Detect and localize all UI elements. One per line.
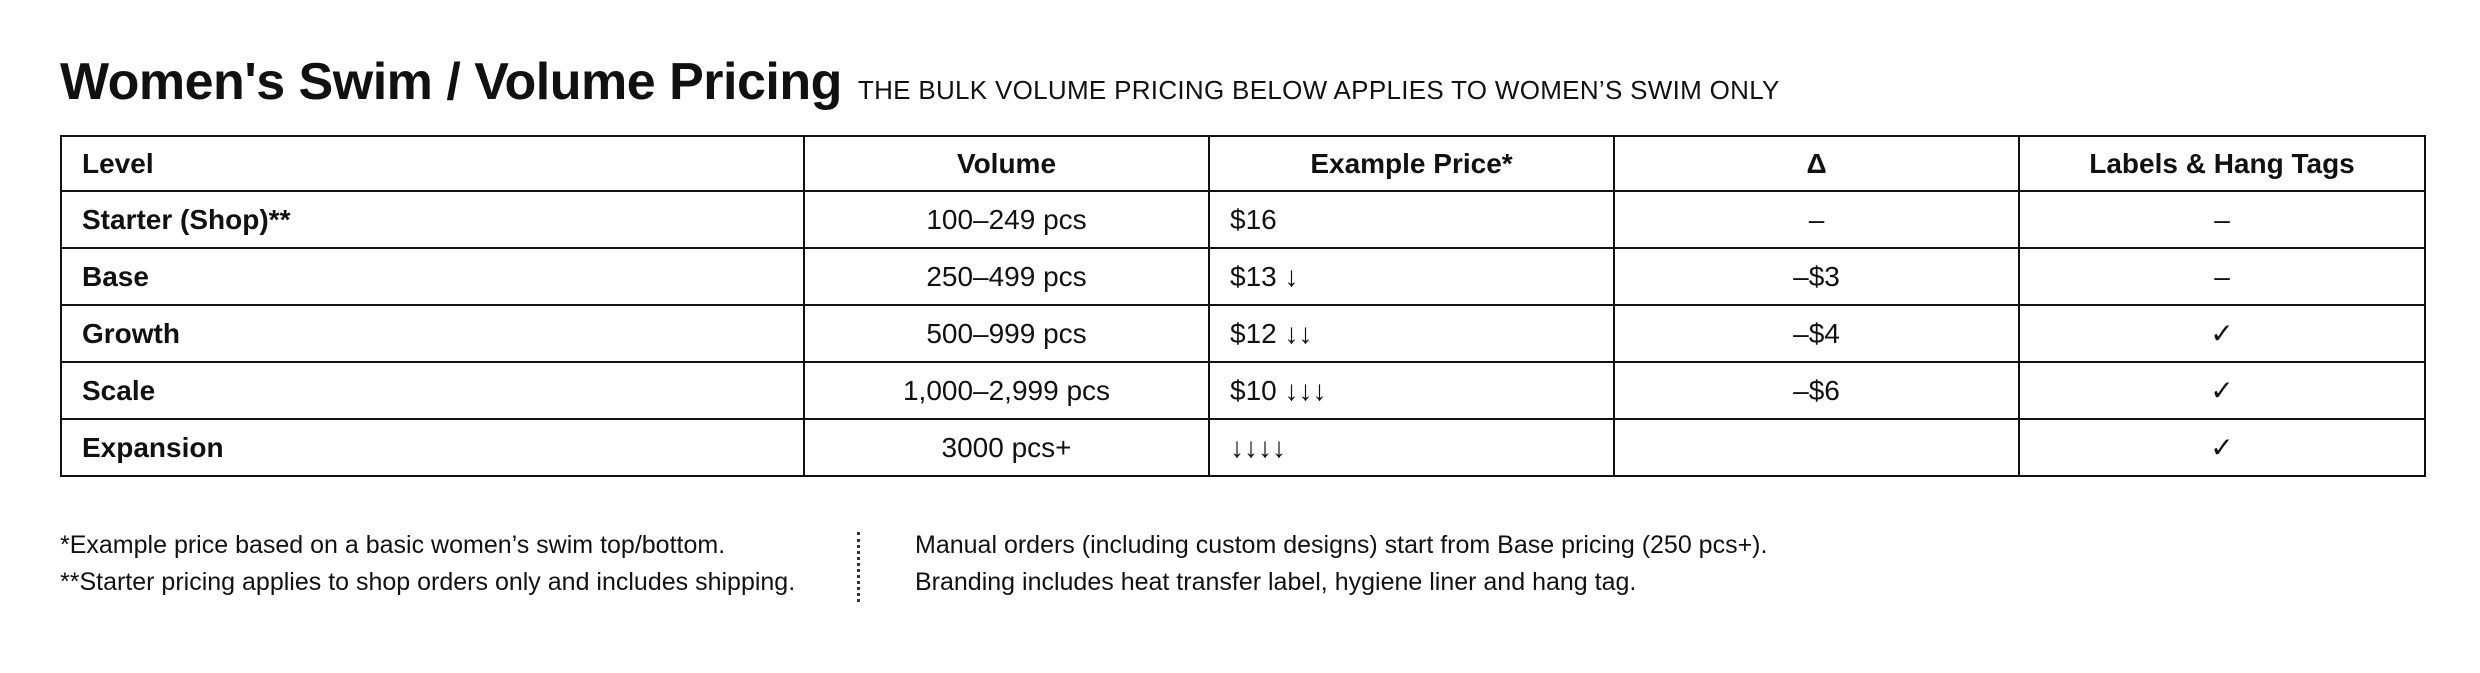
cell-level: Growth — [61, 305, 804, 362]
footnote: **Starter pricing applies to shop orders only and includes shipping. — [60, 568, 796, 596]
cell-delta: –$3 — [1614, 248, 2019, 305]
page-header — [60, 52, 1780, 112]
column-header-price: Example Price* — [1209, 136, 1614, 191]
cell-delta: –$4 — [1614, 305, 2019, 362]
footnotes-left — [60, 527, 795, 601]
footnotes-right — [915, 527, 1767, 601]
table-header-row — [61, 136, 2425, 191]
table-row — [61, 362, 2425, 419]
cell-level: Starter (Shop)** — [61, 191, 804, 248]
cell-volume: 100–249 pcs — [804, 191, 1209, 248]
cell-labels: ✓ — [2019, 419, 2425, 476]
footnote: Branding includes heat transfer label, hygiene liner and hang tag. — [915, 568, 1637, 596]
cell-price: $13 ↓ — [1209, 248, 1614, 305]
cell-labels: – — [2019, 248, 2425, 305]
column-header-labels: Labels & Hang Tags — [2019, 136, 2425, 191]
dotted-divider — [857, 532, 860, 602]
cell-level: Scale — [61, 362, 804, 419]
column-header-delta: Δ — [1614, 136, 2019, 191]
table-row — [61, 248, 2425, 305]
cell-volume: 250–499 pcs — [804, 248, 1209, 305]
cell-labels: ✓ — [2019, 305, 2425, 362]
cell-level: Base — [61, 248, 804, 305]
cell-volume: 500–999 pcs — [804, 305, 1209, 362]
column-header-volume: Volume — [804, 136, 1209, 191]
table-row — [61, 419, 2425, 476]
cell-price: $10 ↓↓↓ — [1209, 362, 1614, 419]
cell-price: $16 — [1209, 191, 1614, 248]
cell-price: ↓↓↓↓ — [1209, 419, 1614, 476]
table-row — [61, 305, 2425, 362]
cell-volume: 1,000–2,999 pcs — [804, 362, 1209, 419]
cell-volume: 3000 pcs+ — [804, 419, 1209, 476]
cell-delta — [1614, 419, 2019, 476]
cell-delta: –$6 — [1614, 362, 2019, 419]
table-row — [61, 191, 2425, 248]
cell-price: $12 ↓↓ — [1209, 305, 1614, 362]
page-subtitle: THE BULK VOLUME PRICING BELOW APPLIES TO WOMEN’S SWIM ONLY — [857, 75, 1780, 105]
footnote: *Example price based on a basic women’s swim top/bottom. — [60, 531, 726, 559]
page-title: Women's Swim / Volume Pricing — [60, 53, 842, 111]
cell-labels: – — [2019, 191, 2425, 248]
cell-level: Expansion — [61, 419, 804, 476]
pricing-table — [60, 135, 2426, 477]
column-header-level: Level — [61, 136, 804, 191]
footnote: Manual orders (including custom designs) start from Base pricing (250 pcs+). — [915, 531, 1768, 559]
cell-labels: ✓ — [2019, 362, 2425, 419]
cell-delta: – — [1614, 191, 2019, 248]
